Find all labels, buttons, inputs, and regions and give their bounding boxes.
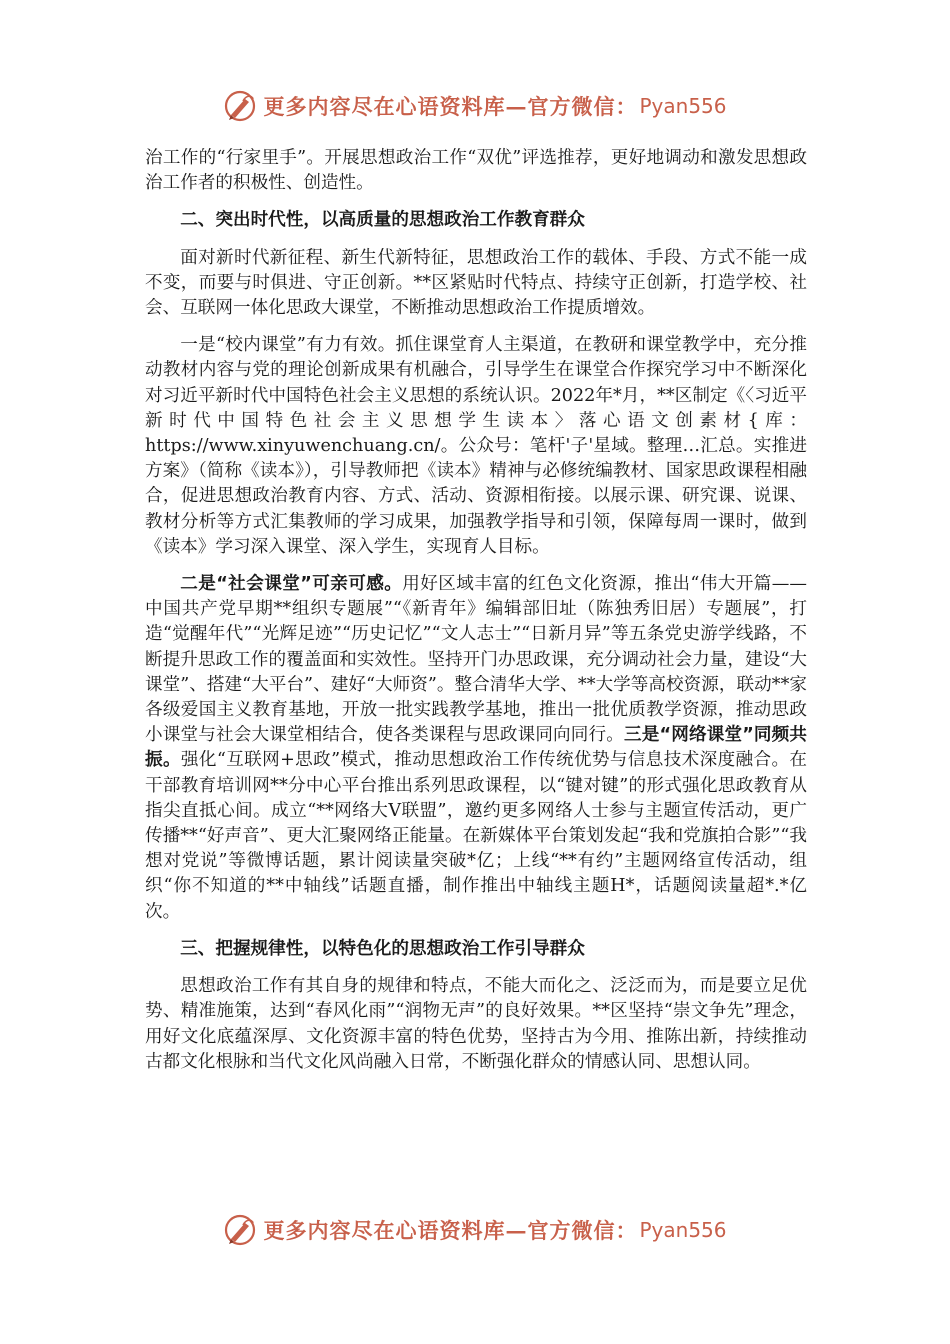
text-social: 用好区域丰富的红色文化资源，推出“伟大开篇——中国共产党早期**组织专题展”“《新青年》编辑部旧址（陈独秀旧居）专题展”，打造“觉醒年代”“光辉足迹”“历史记忆”“文人志士”“日新月异”等五条党史游学线路，不断提升思政工作的覆盖面和实效性。坚持开门办思政课，充分调动社会力量，建设“大课堂”、搭建“大平台”、建好“大师资”。整合清华大学、**大学等高校资源，联动**家各级爱国主义教育基地，开放一批实践教学基地，推出一批优质教学资源，推动思政小课堂与社会大课堂相结合，使各类课程与思政课同向同行。 <box>145 574 807 746</box>
watermark-text: 更多内容尽在心语资料库—官方微信： <box>263 94 638 119</box>
section-heading-2: 二、突出时代性，以高质量的思想政治工作教育群众 <box>180 210 585 231</box>
paragraph-continuation: 治工作的“行家里手”。开展思想政治工作“双优”评选推荐，更好地调动和激发思想政治工作者的积极性、创造性。 <box>145 148 807 194</box>
paragraph-intro-2: 面对新时代新征程、新生代新特征，思想政治工作的载体、手段、方式不能一成不变，而要与时俱进、守正创新。**区紧贴时代特点、持续守正创新，打造学校、社会、互联网一体化思政大课堂，不断推动思想政治工作提质增效。 <box>145 247 807 319</box>
paragraph-intro-3: 思想政治工作有其自身的规律和特点，不能大而化之、泛泛而为，而是要立足优势、精准施策，达到“春风化雨”“润物无声”的良好效果。**区坚持“崇文争先”理念，用好文化底蕴深厚、文化资源丰富的特色优势，坚持古为今用、推陈出新，持续推动古都文化根脉和当代文化风尚融入日常，不断强化群众的情感认同、思想认同。 <box>145 976 807 1072</box>
watermark-text: 更多内容尽在心语资料库—官方微信： <box>263 1218 638 1243</box>
watermark-banner-top <box>0 86 950 126</box>
paragraph-campus-classroom: 一是“校内课堂”有力有效。抓住课堂育人主渠道，在教研和课堂教学中，充分推动教材内容与党的理论创新成果有机融合，引导学生在课堂合作探究学习中不断深化对习近平新时代中国特色社会主义思想的系统认识。2022年*月，**区制定《〈习近平新时代中国特色社会主义思想学生读本〉落心语文创素材{库：https://www.xinyuwenchuang.cn/。公众号：笔杆'子'星域。整理…汇总。实推进方案》（简称《读本》），引导教师把《读本》精神与必修统编教材、国家思政课程相融合，促进思想政治教育内容、方式、活动、资源相衔接。以展示课、研究课、说课、教材分析等方式汇集教师的学习成果，加强教学指导和引领，保障每周一课时，做到《读本》学习深入课堂、深入学生，实现育人目标。 <box>145 335 807 557</box>
watermark-banner-bottom <box>0 1210 950 1250</box>
watermark-wechat-id: Pyan556 <box>639 94 727 118</box>
paragraph-social-network-classroom <box>145 572 807 925</box>
document-body <box>145 146 807 1087</box>
pen-logo-icon <box>223 89 257 123</box>
section-heading-3: 三、把握规律性，以特色化的思想政治工作引导群众 <box>180 938 585 959</box>
watermark-wechat-id: Pyan556 <box>639 1218 727 1242</box>
bold-lead-network: 三是“网络课堂”同频共振。 <box>145 725 807 771</box>
text-network: 强化“互联网+思政”模式，推动思想政治工作传统优势与信息技术深度融合。在干部教育培训网**分中心平台推出系列思政课程，以“键对键”的形式强化思政教育从指尖直抵心间。成立“**网络大V联盟”，邀约更多网络人士参与主题宣传活动，更广传播**“好声音”、更大汇聚网络正能量。在新媒体平台策划发起“我和党旗拍合影”“我想对党说”等微博话题，累计阅读量突破*亿；上线“**有约”主题网络宣传活动，组织“你不知道的**中轴线”话题直播，制作推出中轴线主题H*，话题阅读量超*.*亿次。 <box>145 750 807 922</box>
bold-lead-social: 二是“社会课堂”可亲可感。 <box>180 574 403 595</box>
pen-logo-icon <box>223 1213 257 1247</box>
